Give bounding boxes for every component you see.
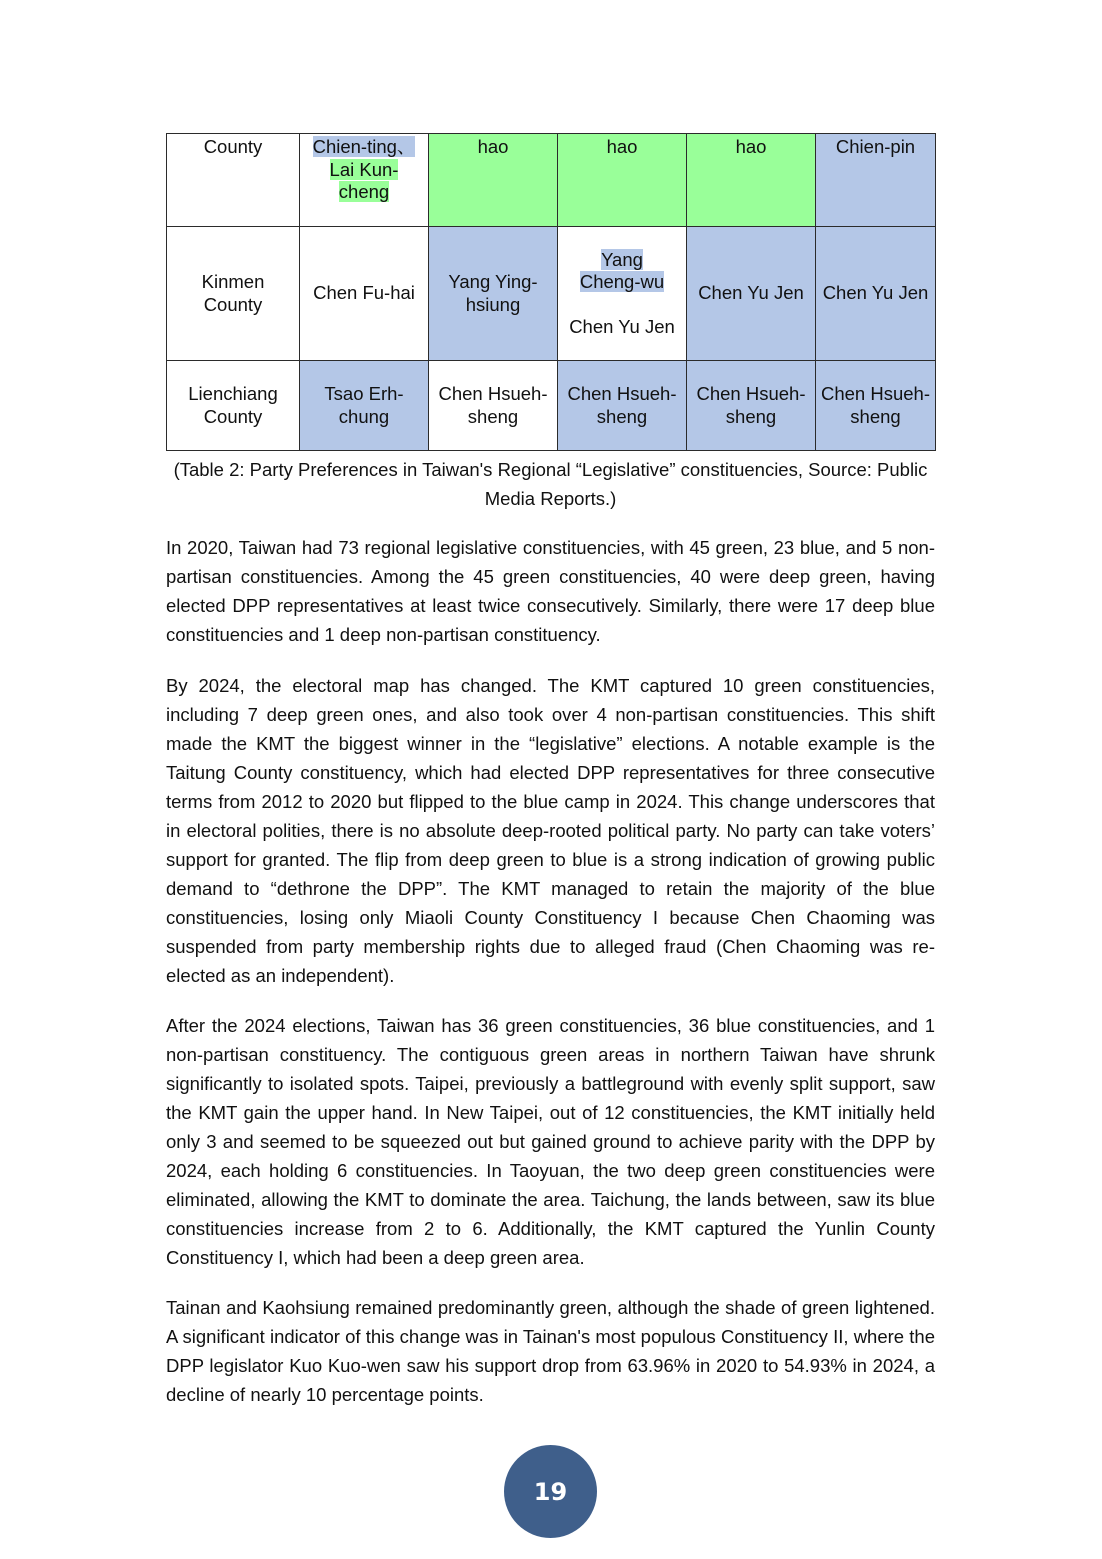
table-row (167, 134, 936, 227)
candidate-cell: Chien-ting、 Lai Kun- cheng (300, 134, 429, 227)
candidate-cell: Tsao Erh-chung (300, 361, 429, 451)
candidate-cell: Yang Cheng-wu Chen Yu Jen (558, 227, 687, 361)
candidate-cell: Chen Hsueh-sheng (816, 361, 936, 451)
candidate-cell: hao (429, 134, 558, 227)
body-paragraph: In 2020, Taiwan had 73 regional legislative constituencies, with 45 green, 23 blue, and 5 non-partisan constituencies. Among the 45 green constituencies, 40 were deep green, having elected DPP representatives at least twice consecutively. Similarly, there were 17 deep blue constituencies and 1 deep non-partisan constituency. (166, 537, 935, 645)
party-preference-table (166, 133, 936, 451)
body-paragraph: After the 2024 elections, Taiwan has 36 green constituencies, 36 blue constituencies, and 1 non-partisan constituency. The contiguous green areas in northern Taiwan have shrunk significantly to isolated spots. Taipei, previously a battleground with evenly split support, saw the KMT gain the upper hand. In New Taipei, out of 12 constituencies, the KMT initially held only 3 and seemed to be squeezed out but gained ground to achieve parity with the DPP by 2024, each holding 6 constituencies. In Taoyuan, the two deep green constituencies were eliminated, allowing the KMT to dominate the area. Taichung, the lands between, saw its blue constituencies increase from 2 to 6. Additionally, the KMT captured the Yunlin County Constituency I, which had been a deep green area. (166, 1015, 935, 1268)
county-cell: County (167, 134, 300, 227)
table-row (167, 361, 936, 451)
candidate-cell: Chen Hsueh-sheng (558, 361, 687, 451)
candidate-cell: Chen Yu Jen (816, 227, 936, 361)
candidate-cell: Chien-pin (816, 134, 936, 227)
page-number-badge: 19 (504, 1445, 597, 1538)
candidate-cell: Yang Ying-hsiung (429, 227, 558, 361)
county-cell: Kinmen County (167, 227, 300, 361)
table-row (167, 227, 936, 361)
candidate-cell: Chen Hsueh-sheng (687, 361, 816, 451)
candidate-cell: Chen Fu-hai (300, 227, 429, 361)
body-paragraph: By 2024, the electoral map has changed. The KMT captured 10 green constituencies, including 7 deep green ones, and also took over 4 non-partisan constituencies. This shift made the KMT the biggest winner in the “legislative” elections. A notable example is the Taitung County constituency, which had elected DPP representatives for three consecutive terms from 2012 to 2020 but flipped to the blue camp in 2024. This change underscores that in electoral polities, there is no absolute deep-rooted political party. No party can take voters’ support for granted. The flip from deep green to blue is a strong indication of growing public demand to “dethrone the DPP”. The KMT managed to retain the majority of the blue constituencies, losing only Miaoli County Constituency I because Chen Chaoming was suspended from party membership rights due to alleged fraud (Chen Chaoming was re-elected as an independent). (166, 675, 935, 986)
candidate-cell: Chen Yu Jen (687, 227, 816, 361)
body-paragraph: Tainan and Kaohsiung remained predominantly green, although the shade of green lightened. A significant indicator of this change was in Tainan's most populous Constituency II, where the DPP legislator Kuo Kuo-wen saw his support drop from 63.96% in 2020 to 54.93% in 2024, a decline of nearly 10 percentage points. (166, 1297, 935, 1405)
county-cell: Lienchiang County (167, 361, 300, 451)
table-caption: (Table 2: Party Preferences in Taiwan's Regional “Legislative” constituencies, Source: Public Media Reports.) (173, 459, 928, 509)
candidate-cell: hao (558, 134, 687, 227)
candidate-cell: Chen Hsueh-sheng (429, 361, 558, 451)
candidate-cell: hao (687, 134, 816, 227)
